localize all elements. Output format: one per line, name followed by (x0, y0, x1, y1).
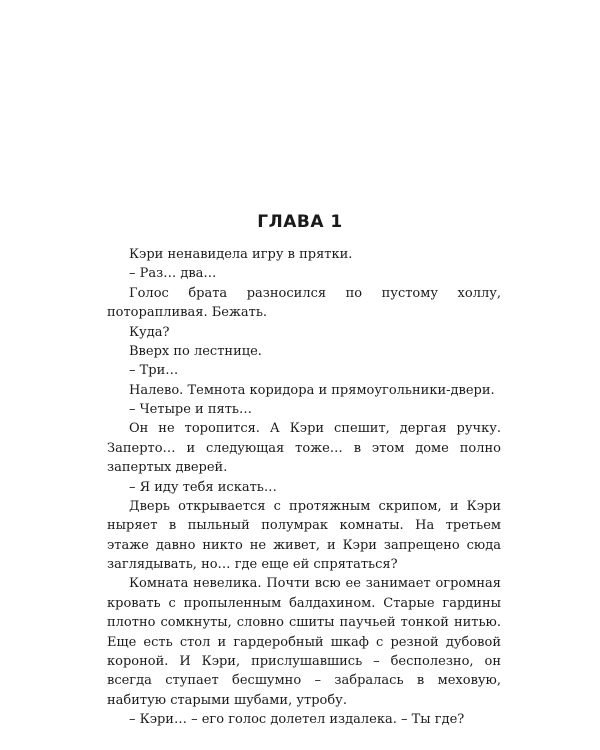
paragraph: Кэри ненавидела игру в прятки. (129, 247, 353, 262)
paragraph: – Кэри… – его голос долетел издалека. – Ты где? (129, 712, 465, 727)
paragraph: Он не торопится. А Кэри спешит, дергая ручку. Заперто… и следующая тоже… в этом доме полно запертых дверей. (107, 421, 501, 476)
paragraph: Комната невелика. Почти всю ее занимает огромная кровать с пропыленным балдахином. Старые гардины плотно сомкнуты, словно сшиты паучьей тонкой нитью. Еще есть стол и гардеробный шкаф с резной дубовой короной. И Кэри, прислушавшись – бесполезно, он всегда ступает бесшумно – забралась в меховую, набитую старыми шубами, утробу. (107, 576, 501, 708)
paragraph: – Я иду тебя искать… (129, 479, 277, 495)
chapter-title: ГЛАВА 1 (257, 212, 343, 232)
paragraph: Голос брата разносился по пустому холлу, поторапливая. Бежать. (107, 285, 501, 321)
paragraph: – Раз… два… (129, 266, 217, 282)
paragraph: Дверь открывается с протяжным скрипом, и Кэри ныряет в пыльный полумрак комнаты. На третьем этаже давно никто не живет, и Кэри запрещено сюда заглядывать, но… где еще ей спрятаться? (107, 498, 501, 572)
paragraph: – Четыре и пять… (129, 402, 252, 417)
paragraph: Вверх по лестнице. (129, 343, 262, 359)
chapter-text (107, 245, 501, 729)
paragraph: – Три… (129, 363, 179, 379)
paragraph: Налево. Темнота коридора и прямоугольники-двери. (129, 382, 495, 398)
paragraph: Куда? (129, 324, 170, 340)
